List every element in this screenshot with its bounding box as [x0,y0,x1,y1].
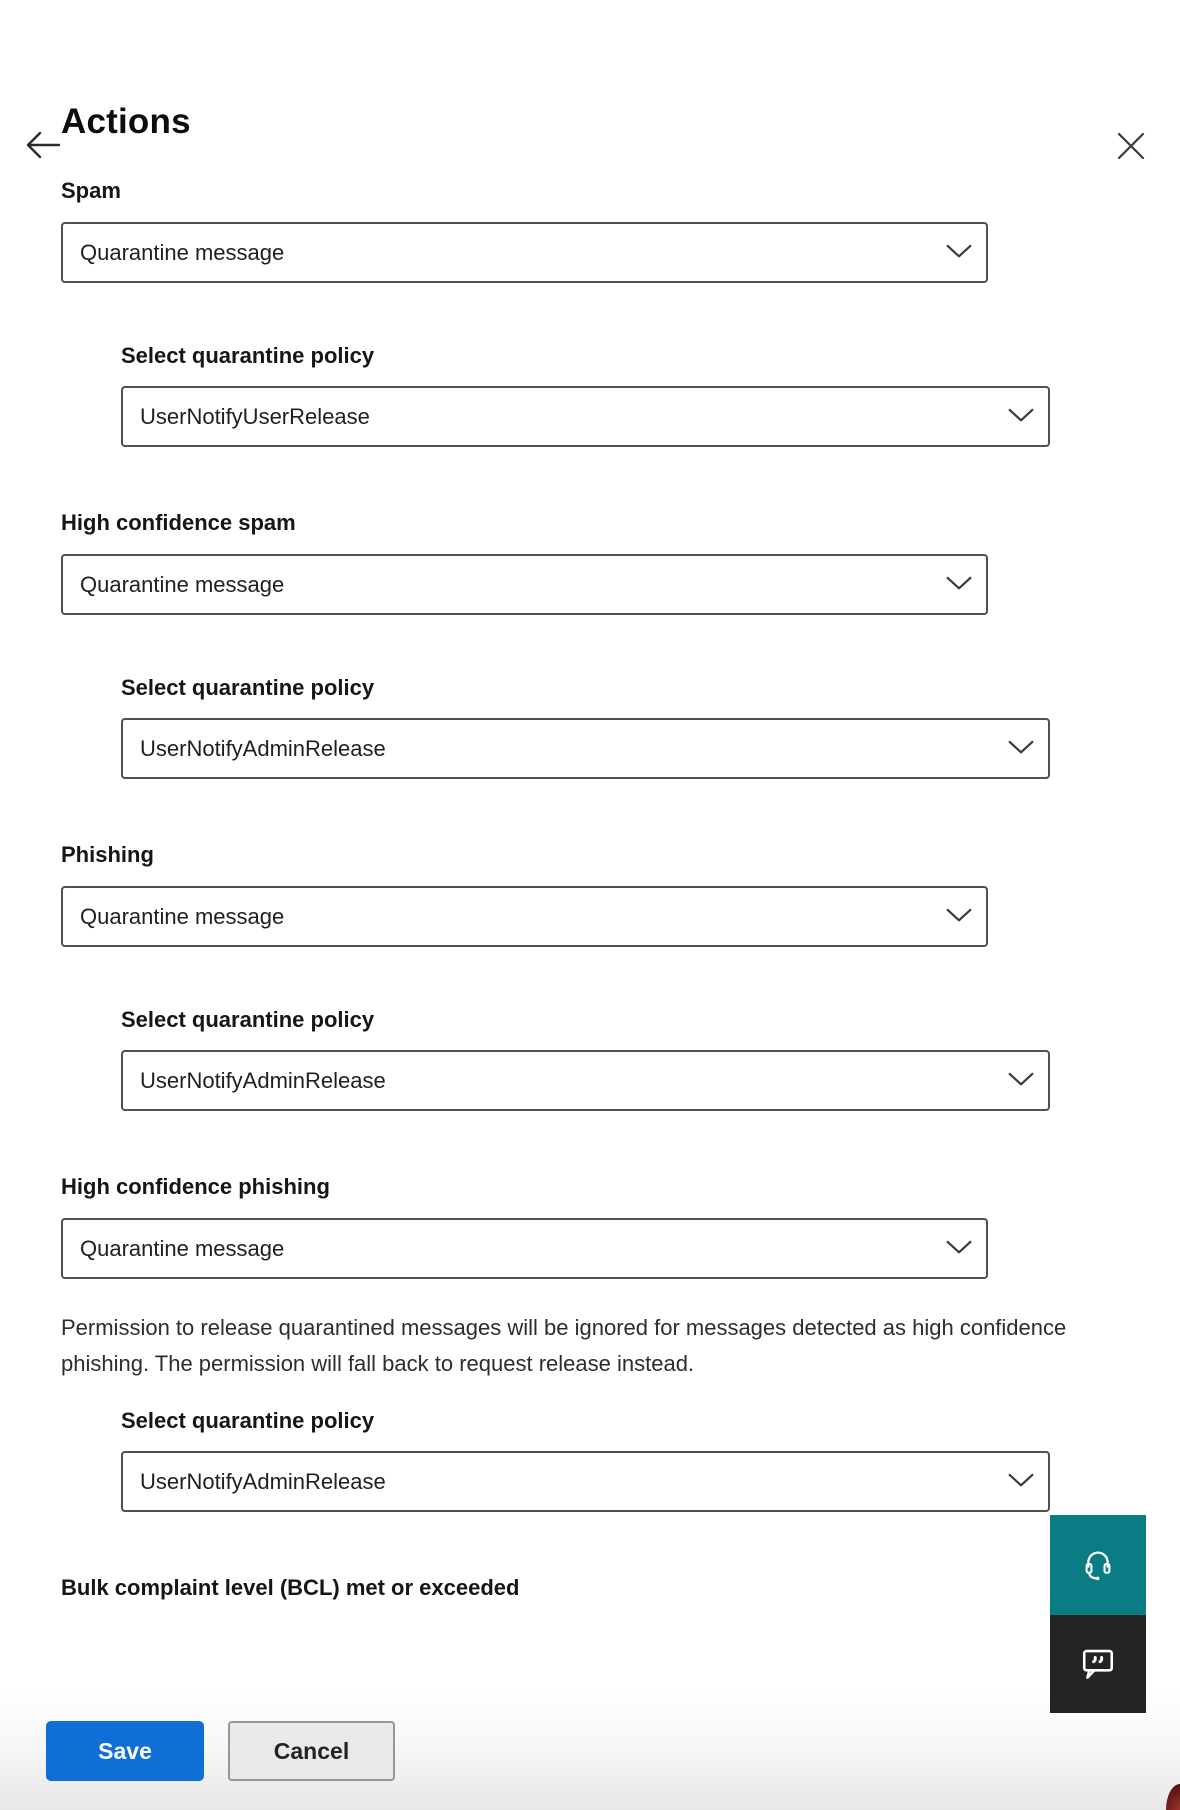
page-title: Actions [61,102,191,141]
phishing-policy-value: UserNotifyAdminRelease [140,1067,386,1093]
chevron-down-icon [945,907,973,928]
high-confidence-spam-label: High confidence spam [61,510,296,535]
feedback-button[interactable] [1050,1615,1146,1713]
high-confidence-spam-policy-label: Select quarantine policy [121,675,375,700]
phishing-action-value: Quarantine message [80,903,285,929]
chevron-down-icon [1007,1472,1035,1493]
high-confidence-spam-policy-dropdown[interactable] [121,718,1050,779]
footer-bar [0,1691,1180,1810]
phishing-policy-label: Select quarantine policy [121,1007,375,1032]
high-confidence-phishing-action-value: Quarantine message [80,1235,285,1261]
chevron-down-icon [945,575,973,596]
chevron-down-icon [1007,407,1035,428]
chevron-down-icon [1007,739,1035,760]
close-button[interactable] [1117,132,1145,160]
chevron-down-icon [945,1239,973,1260]
high-confidence-spam-action-dropdown[interactable] [61,554,988,615]
bulk-complaint-level-label: Bulk complaint level (BCL) met or exceeded [61,1575,520,1600]
high-confidence-phishing-action-dropdown[interactable] [61,1218,988,1279]
phishing-action-dropdown[interactable] [61,886,988,947]
chevron-down-icon [1007,1071,1035,1092]
spam-action-value: Quarantine message [80,239,285,265]
phishing-label: Phishing [61,842,154,867]
close-icon [1117,148,1145,163]
chevron-down-icon [945,243,973,264]
high-confidence-phishing-note: Permission to release quarantined messages will be ignored for messages detected as high confidence phishing. The permission will fall back to request release instead. [61,1315,1067,1376]
spam-policy-dropdown[interactable] [121,386,1050,447]
cancel-button[interactable]: Cancel [228,1721,395,1781]
back-button[interactable] [24,128,62,162]
help-button[interactable] [1050,1515,1146,1615]
actions-form [0,177,1180,1602]
phishing-policy-dropdown[interactable] [121,1050,1050,1111]
high-confidence-phishing-label: High confidence phishing [61,1174,330,1199]
spam-label: Spam [61,178,121,203]
arrow-left-icon [24,150,62,165]
save-button[interactable]: Save [46,1721,204,1781]
headset-icon [1077,1543,1119,1588]
high-confidence-phishing-policy-label: Select quarantine policy [121,1408,375,1433]
high-confidence-spam-policy-value: UserNotifyAdminRelease [140,735,386,761]
high-confidence-spam-action-value: Quarantine message [80,571,285,597]
high-confidence-phishing-policy-dropdown[interactable] [121,1451,1050,1512]
spam-policy-label: Select quarantine policy [121,343,375,368]
high-confidence-phishing-policy-value: UserNotifyAdminRelease [140,1468,386,1494]
spam-policy-value: UserNotifyUserRelease [140,403,370,429]
chat-bubble-icon [1076,1641,1120,1688]
spam-action-dropdown[interactable] [61,222,988,283]
